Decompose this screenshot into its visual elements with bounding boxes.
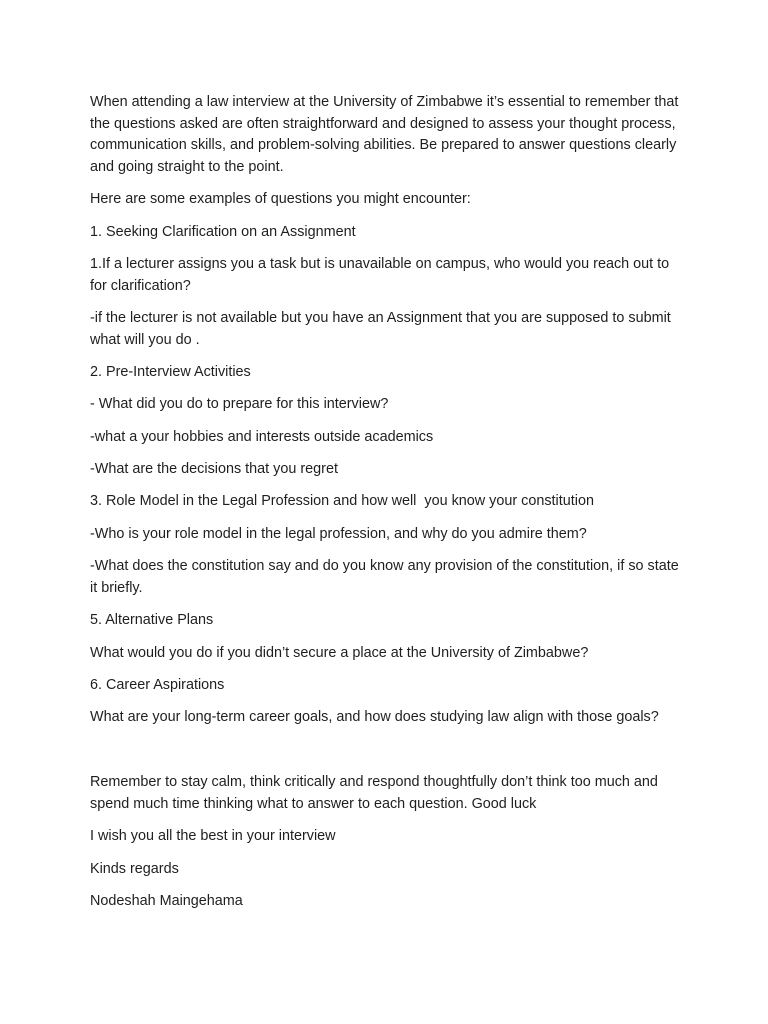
document-page [90,92,682,923]
examples-intro: Here are some examples of questions you might encounter: [90,191,471,208]
closing-wish: I wish you all the best in your interview [90,828,336,845]
section-2-question-1: - What did you do to prepare for this interview? [90,396,389,413]
closing-regards: Kinds regards [90,860,179,877]
blank-line [90,740,682,772]
intro-paragraph: When attending a law interview at the University of Zimbabwe it’s essential to remember that the questions asked are often straightforward and designed to assess your thought process, communication skills, and problem-solving abilities. Be prepared to answer questions clearly and going straight to the point. [90,94,683,175]
section-1-question-2: -if the lecturer is not available but you have an Assignment that you are supposed to submit what will you do . [90,309,675,348]
section-5-heading: 5. Alternative Plans [90,612,214,629]
section-2-question-2: -what a your hobbies and interests outside academics [90,428,434,445]
author-signature: Nodeshah Maingehama [90,892,243,909]
section-5-question-1: What would you do if you didn’t secure a place at the University of Zimbabwe? [90,644,589,661]
section-6-question-1: What are your long-term career goals, and how does studying law align with those goals? [90,709,659,726]
section-3-question-1: -Who is your role model in the legal profession, and why do you admire them? [90,525,587,542]
section-3-heading: 3. Role Model in the Legal Profession and how well you know your constitution [90,493,594,510]
section-2-heading: 2. Pre-Interview Activities [90,363,251,380]
section-2-question-3: -What are the decisions that you regret [90,461,338,478]
section-1-heading: 1. Seeking Clarification on an Assignment [90,223,356,240]
section-6-heading: 6. Career Aspirations [90,677,225,694]
closing-advice: Remember to stay calm, think critically and respond thoughtfully don’t think too much and spend much time thinking what to answer to each question. Good luck [90,774,662,812]
section-3-question-2: -What does the constitution say and do you know any provision of the constitution, if so state it briefly. [90,558,683,596]
section-1-question-1: 1.If a lecturer assigns you a task but is unavailable on campus, who would you reach out to for clarification? [90,255,674,294]
